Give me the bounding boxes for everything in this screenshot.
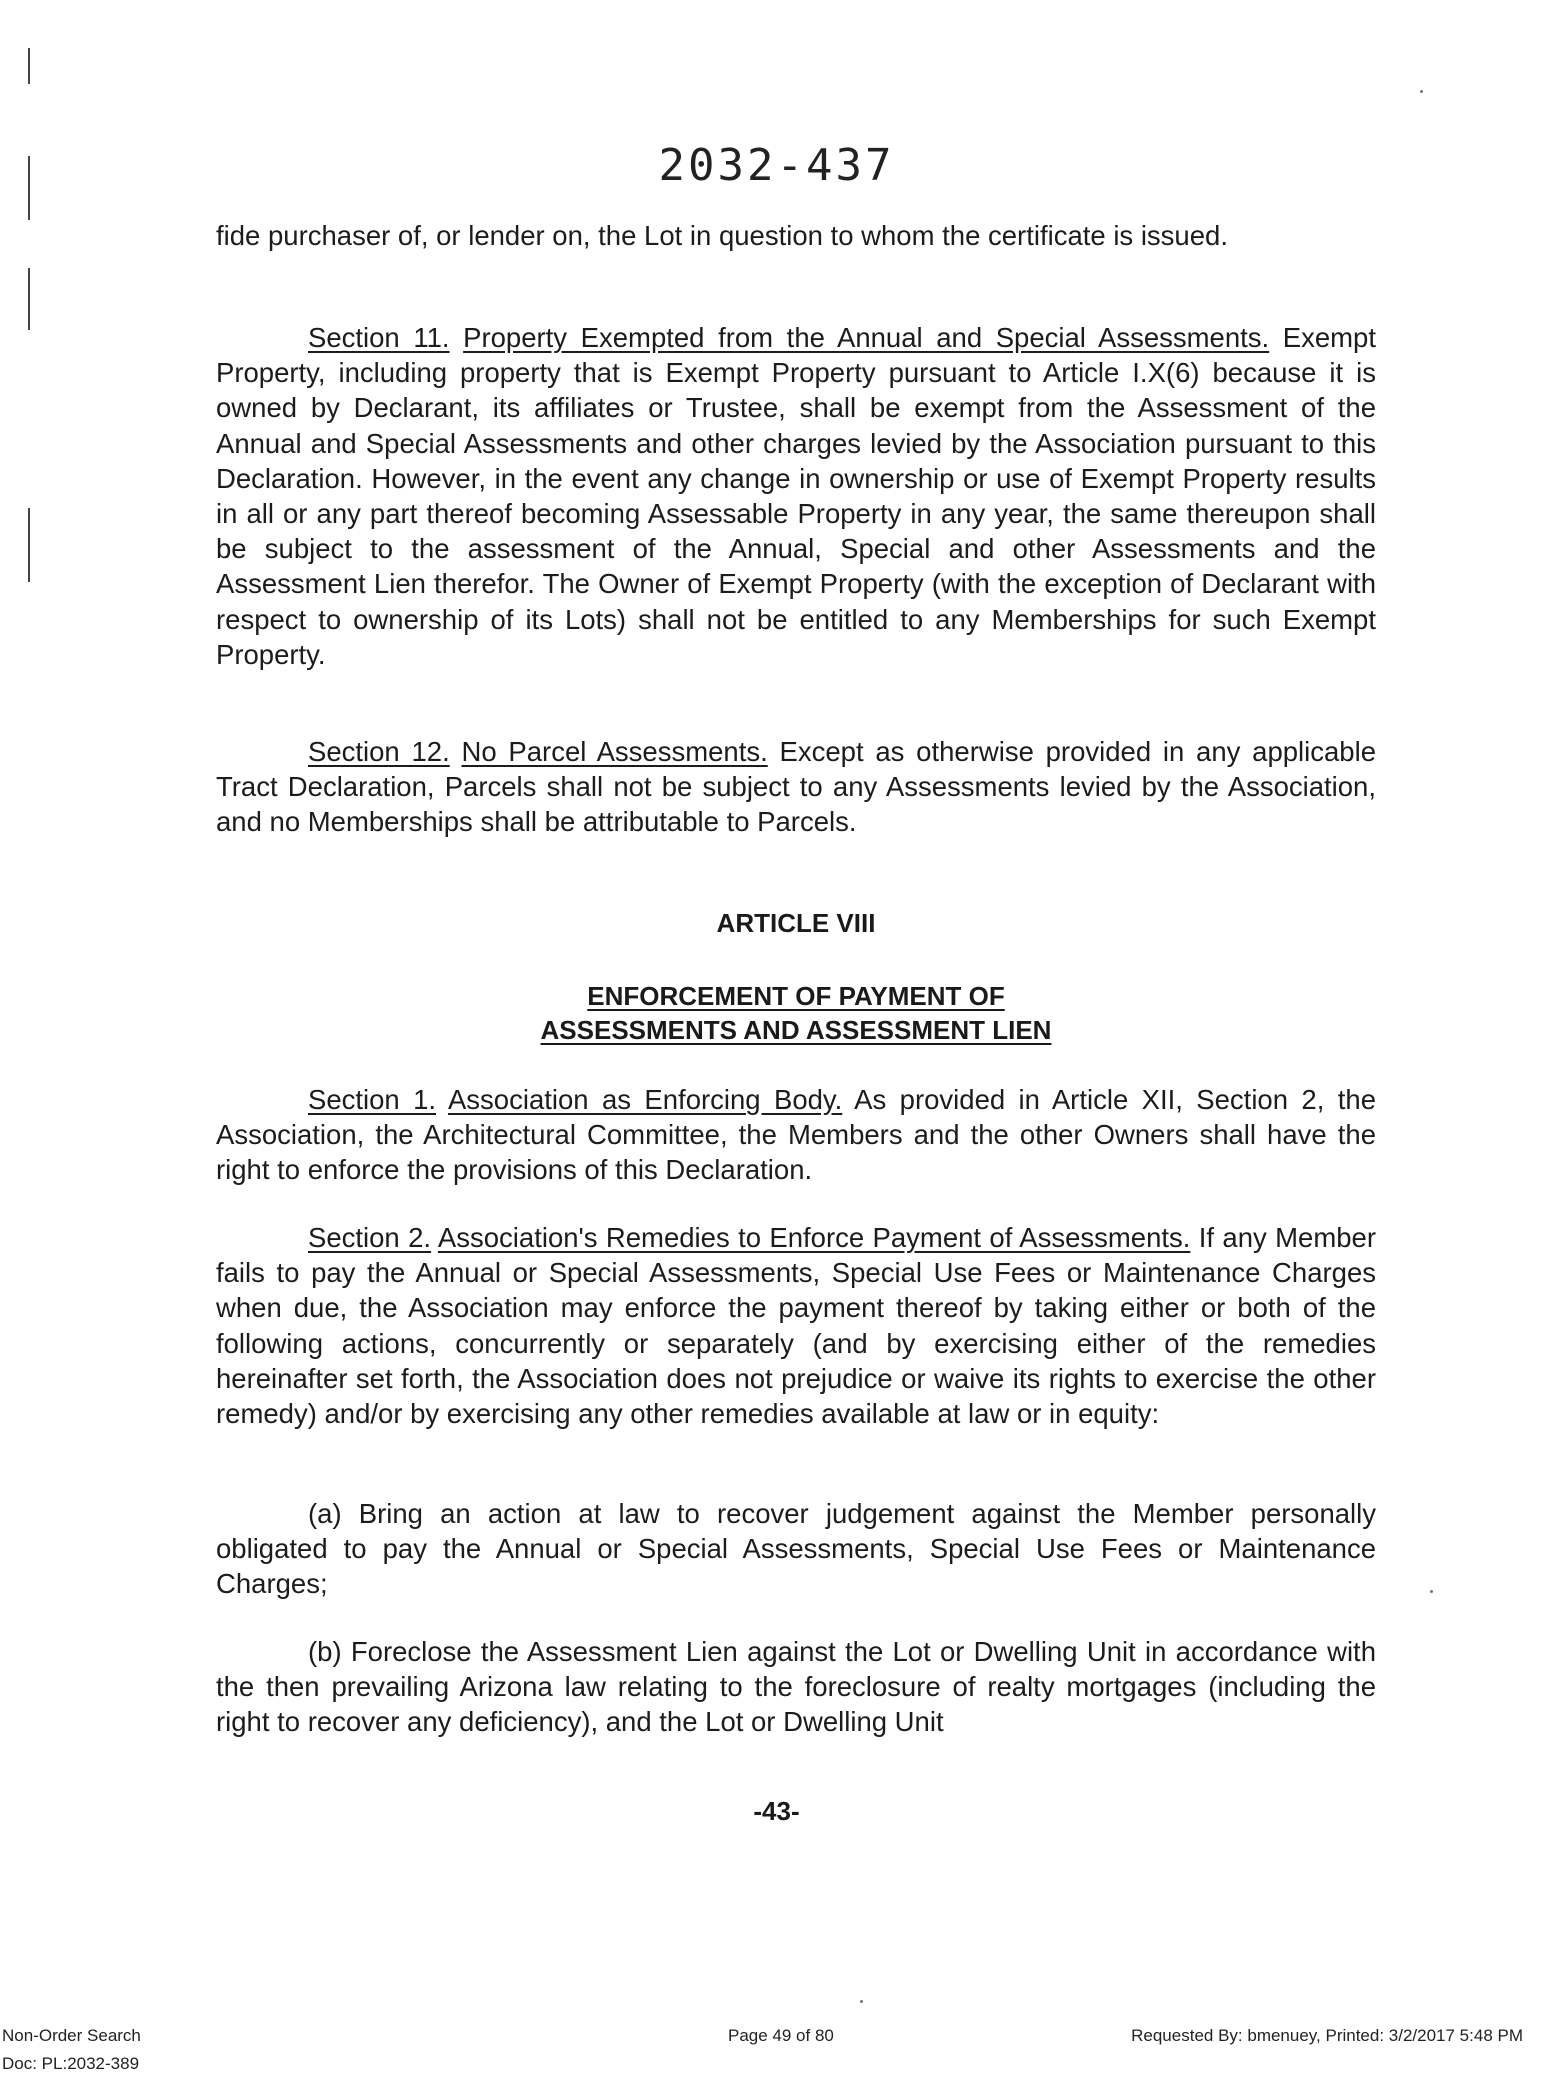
item-a-text: (a) Bring an action at law to recover judgement against the Member personally obligated to pay the Annual or Special Assessments, Special Use Fees or Maintenance Charges; (216, 1498, 1376, 1600)
item-a (216, 1496, 1376, 1602)
top-line-text: fide purchaser of, or lender on, the Lot in question to whom the certificate is issued. (216, 220, 1228, 251)
article-title-line-1: ENFORCEMENT OF PAYMENT OF (587, 981, 1005, 1011)
section-12-heading: Section 12. (308, 736, 450, 767)
scan-margin-mark (28, 48, 30, 84)
item-b (216, 1634, 1376, 1740)
scan-speck (1430, 1590, 1433, 1593)
article-section-1-title: Association as Enforcing Body. (447, 1084, 843, 1115)
footer-page-count: Page 49 of 80 (728, 2026, 834, 2045)
item-b-text: (b) Foreclose the Assessment Lien against the Lot or Dwelling Unit in accordance with the then prevailing Arizona law relating to the foreclosure of realty mortgages (including the right to recover any deficiency), and the Lot or Dwelling Unit (216, 1636, 1376, 1738)
top-line (216, 218, 1376, 253)
article-title-line-2: ASSESSMENTS AND ASSESSMENT LIEN (540, 1015, 1052, 1045)
scan-speck (1420, 90, 1423, 93)
section-11-heading: Section 11. (308, 322, 450, 353)
section-11-title: Property Exempted from the Annual and Special Assessments. (463, 322, 1270, 353)
article-section-1-body: As provided in Article XII, Section 2, the Association, the Architectural Committee, the Members and the other Owners shall have the right to enforce the provisions of this Declaration. (216, 1084, 1376, 1186)
scan-margin-mark (28, 268, 30, 330)
scan-margin-mark (28, 508, 30, 582)
section-11-body: Exempt Property, including property that is Exempt Property pursuant to Article I.X(6) because it is owned by Declarant, its affiliates or Trustee, shall be exempt from the Assessment of the Annual and Special Assessments and other charges levied by the Association pursuant to this Declaration. However, in the event any change in ownership or use of Exempt Property results in all or any part thereof becoming Assessable Property in any year, the same thereupon shall be subject to the assessment of the Annual, Special and other Assessments and the Assessment Lien therefor. The Owner of Exempt Property (with the exception of Declarant with respect to ownership of its Lots) shall not be entitled to any Memberships for such Exempt Property. (216, 322, 1376, 670)
footer-left-line-1: Non-Order Search (2, 2026, 141, 2045)
section-12 (216, 734, 1376, 840)
article-section-2-title: Association's Remedies to Enforce Payment of Assessments. (437, 1222, 1191, 1253)
section-12-body: Except as otherwise provided in any applicable Tract Declaration, Parcels shall not be subject to any Assessments levied by the Association, and no Memberships shall be attributable to Parcels. (216, 736, 1376, 838)
article-section-1 (216, 1082, 1376, 1188)
article-number: ARTICLE VIII (716, 908, 876, 938)
section-11 (216, 320, 1376, 672)
footer-left-line-2: Doc: PL:2032-389 (2, 2054, 140, 2073)
article-section-2-body: If any Member fails to pay the Annual or Special Assessments, Special Use Fees or Maintenance Charges when due, the Association may enforce the payment thereof by taking either or both of the following actions, concurrently or separately (and by exercising either of the remedies hereinafter set forth, the Association does not prejudice or waive its rights to exercise the other remedy) and/or by exercising any other remedies available at law or in equity: (216, 1222, 1376, 1430)
footer-requested-by: Requested By: bmenuey, Printed: 3/2/2017 5:48 PM (1131, 2026, 1523, 2045)
article-section-2-heading: Section 2. (308, 1222, 432, 1253)
article-section-1-heading: Section 1. (308, 1084, 437, 1115)
document-stamp-number: 2032-437 (658, 140, 895, 191)
page-number: -43- (753, 1796, 800, 1826)
section-12-title: No Parcel Assessments. (461, 736, 768, 767)
scan-speck (860, 2000, 863, 2003)
article-section-2 (216, 1220, 1376, 1431)
